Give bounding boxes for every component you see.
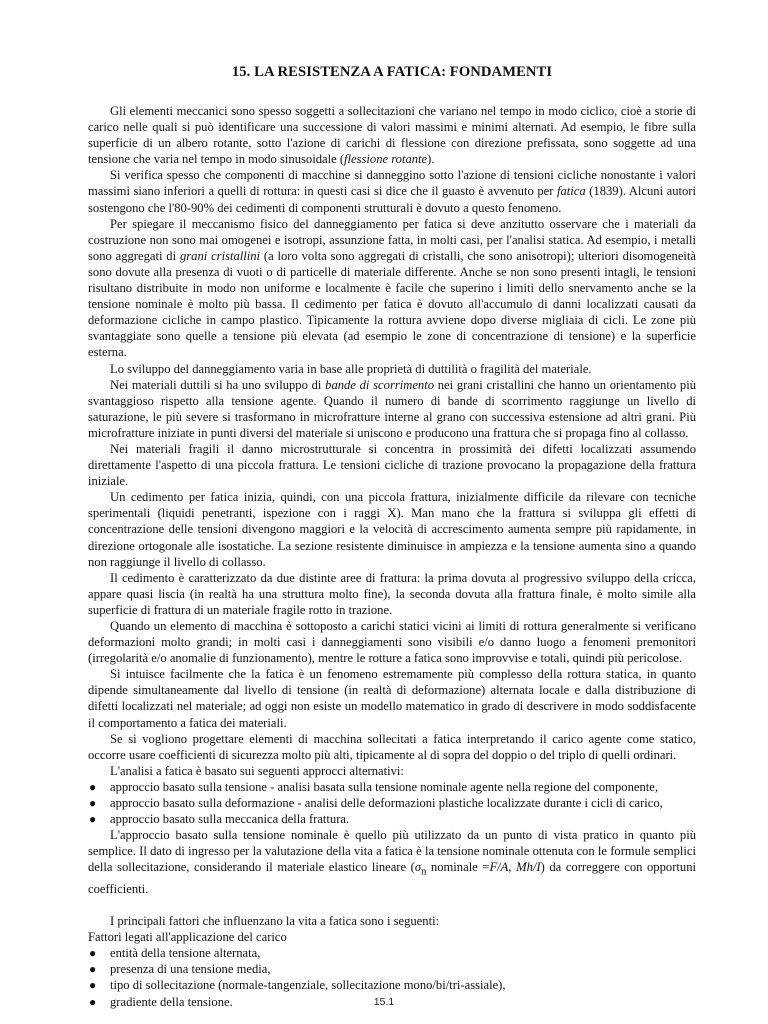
paragraph-mechanism	[88, 216, 696, 361]
text-run: ,	[508, 860, 517, 875]
formula-subscript: n	[421, 866, 427, 878]
text-run: Per spiegare il meccanismo fisico del danneggiamento per fatica si deve anzitutto osservare che i materiali da costruzione non sono mai omogenei e isotropi, assunzione fatta, in molti casi, per l'analisi statica. Ad esempio, i metalli sono aggregati di	[88, 216, 696, 263]
text-run: nominale =	[426, 860, 490, 875]
emphasis-fatica: fatica	[556, 184, 586, 199]
list-item-text: approccio basato sulla deformazione - analisi delle deformazioni plastiche localizzate durante i cicli di carico,	[110, 796, 663, 811]
paragraph-fracture-areas: Il cedimento è caratterizzato da due distinte aree di frattura: la prima dovuta al progressivo sviluppo della cricca, appare quasi liscia (in realtà ha una struttura molto fine), la seconda dovuta alla frattura finale, è molto simile alla superficie di frattura di un materiale fragile rotto in trazione.	[88, 570, 696, 617]
list-item	[88, 961, 696, 977]
text-run: L'approccio basato sulla tensione nominale è quello più utilizzato da un punto di vista pratico in quanto più semplice. Il dato di ingresso per la valutazione della vita a fatica è la tensione nominale ottenuta con le formule semplici della sollecitazione, considerando il materiale elastico lineare (	[88, 828, 696, 875]
list-item-text: entità della tensione alternata,	[110, 946, 261, 961]
formula-mh-over-i: Mh/I	[516, 860, 541, 875]
formula-sigma: σ	[414, 860, 422, 875]
text-run: ).	[427, 152, 435, 167]
list-item	[88, 779, 696, 795]
emphasis-bande-di-scorrimento: bande di scorrimento	[325, 377, 435, 392]
list-item	[88, 945, 696, 961]
list-item-text: tipo di sollecitazione (normale-tangenziale, sollecitazione mono/bi/tri-assiale),	[110, 978, 506, 993]
formula-f-over-a: F/A	[489, 860, 509, 875]
emphasis-flessione-rotante: flessione rotante	[344, 152, 428, 167]
text-run: Gli elementi meccanici sono spesso soggetti a sollecitazioni che variano nel tempo in modo ciclico, cioè a storie di carico nelle quali si può identificare una successione di valori massimi e minimi alternati. Ad esempio, le fibre sulla superficie di un albero rotante, sotto l'azione di carichi di flessione con direzione prefissata, sono soggette ad una tensione che varia nel tempo in modo sinusoidale (	[88, 104, 696, 167]
bullet-icon: ●	[89, 962, 97, 977]
bullet-icon: ●	[89, 796, 97, 811]
text-run: ) da correggere con opportuni coefficienti.	[88, 860, 696, 897]
paragraph-nominal-stress	[88, 827, 696, 897]
paragraph-complexity: Si intuisce facilmente che la fatica è un fenomeno estremamente più complesso della rottura statica, in quanto dipende simultaneamente dal livello di tensione (in realtà di deformazione) alternata locale e dalla distribuzione di difetti localizzati nel materiale; ad oggi non esiste un modello matematico in grado di descrivere in modo soddisfacente il comportamento a fatica dei materiali.	[88, 667, 696, 730]
paragraph-approaches-intro: L'analisi a fatica è basato sui seguenti approcci alternativi:	[110, 763, 404, 778]
paragraph-fatica-definition	[88, 167, 696, 215]
page-title: 15. LA RESISTENZA A FATICA: FONDAMENTI	[231, 64, 553, 80]
list-item-text: gradiente della tensione.	[110, 994, 233, 1009]
paragraph-factors-intro: I principali fattori che influenzano la vita a fatica sono i seguenti:	[110, 914, 440, 929]
bullet-icon: ●	[89, 946, 97, 961]
list-item-text: presenza di una tensione media,	[110, 962, 271, 977]
bullet-icon: ●	[89, 812, 97, 827]
bullet-icon: ●	[89, 779, 97, 794]
bullet-icon: ●	[89, 978, 97, 993]
page-number: 15.1	[373, 996, 395, 1008]
paragraph-intro	[88, 103, 696, 167]
paragraph-crack-initiation: Un cedimento per fatica inizia, quindi, con una piccola frattura, inizialmente difficile da rilevare con tecniche sperimentali (liquidi penetranti, ispezione con i raggi X). Man mano che la frattura si sviluppa gli effetti di concentrazione delle tensioni divengono maggiori e la velocità di accrescimento aumenta sempre più rapidamente, in direzione ortogonale alle isostatiche. La sezione resistente diminuisce in ampiezza e la tensione aumenta sino a quando non raggiunge il livello di collasso.	[88, 490, 696, 569]
paragraph-ductile-materials	[88, 377, 696, 441]
list-item-text: approccio basato sulla meccanica della frattura.	[110, 812, 350, 827]
paragraph-load-factors-heading: Fattori legati all'applicazione del carico	[88, 930, 287, 945]
bullet-icon: ●	[89, 994, 97, 1009]
list-item	[88, 811, 696, 827]
paragraph-brittle-materials: Nei materiali fragili il danno microstrutturale si concentra in prossimità dei difetti localizzati assumendo direttamente l'aspetto di una piccola frattura. Le tensioni cicliche di trazione provocano la propagazione della frattura iniziale.	[88, 441, 696, 489]
approaches-list	[88, 779, 696, 827]
list-item-text: approccio basato sulla tensione - analisi basata sulla tensione nominale agente nella regione del componente,	[110, 779, 658, 794]
text-run: (a loro volta sono aggregati di cristalli, che sono anisotropi); ulteriori disomogeneità sono dovute alla presenza di vuoti o di particelle di materiale differente. Anche se non sono presenti intagli, le tensioni risultano distribuite in modo non uniforme e localmente è facile che superino i limiti dello snervamento anche se la tensione nominale è molto più bassa. Il cedimento per fatica è dovuto all'accumulo di danni localizzati causati da deformazione cicliche in campo plastico. Tipicamente la rottura avviene dopo diverse migliaia di cicli. Le zone più svantaggiate sono quelle a tensione più elevata (ad esempio le zone di concentrazione di tensione) e la superficie esterna.	[88, 248, 697, 360]
paragraph-damage-development: Lo sviluppo del danneggiamento varia in base alle proprietà di duttilità o fragilità del materiale.	[110, 361, 592, 376]
list-item	[88, 977, 696, 993]
text-run: Nei materiali duttili si ha uno sviluppo di	[110, 377, 326, 392]
list-item	[88, 795, 696, 811]
text-run: Si verifica spesso che componenti di macchine si danneggino sotto l'azione di tensioni cicliche nonostante i valori massimi siano inferiori a quelli di rottura: in questi casi si dice che il guasto è avvenuto per	[88, 168, 696, 199]
emphasis-grani-cristallini: grani cristallini	[179, 248, 261, 263]
paragraph-safety-factors: Se si vogliono progettare elementi di macchina sollecitati a fatica interpretando il carico agente come statico, occorre usare coefficienti di sicurezza molto più alti, tipicamente al di sopra del doppio o del triplo di quelli ordinari.	[88, 731, 696, 762]
text-run: nei grani cristallini che hanno un orientamento più svantaggioso rispetto alla tensione agente. Quando il numero di bande di scorrimento raggiunge un livello di saturazione, le più severe si trasformano in microfratture interne al grano con successiva estensione ad altri grani. Più microfratture iniziate in punti diversi del materiale si uniscono e producono una frattura che si propaga fino al collasso.	[88, 377, 696, 440]
text-run: (1839). Alcuni autori sostengono che l'80-90% dei cedimenti di componenti strutturali è dovuto a questo fenomeno.	[88, 184, 696, 215]
paragraph-static-vs-fatigue: Quando un elemento di macchina è sottoposto a carichi statici vicini ai limiti di rottura generalmente si verificano deformazioni molto grandi; in molti casi i danneggiamenti sono visibili e/o danno luogo a fenomeni premonitori (irregolarità e/o anomalie di funzionamento), mentre le rotture a fatica sono improvvise e totali, quindi più pericolose.	[88, 619, 696, 666]
